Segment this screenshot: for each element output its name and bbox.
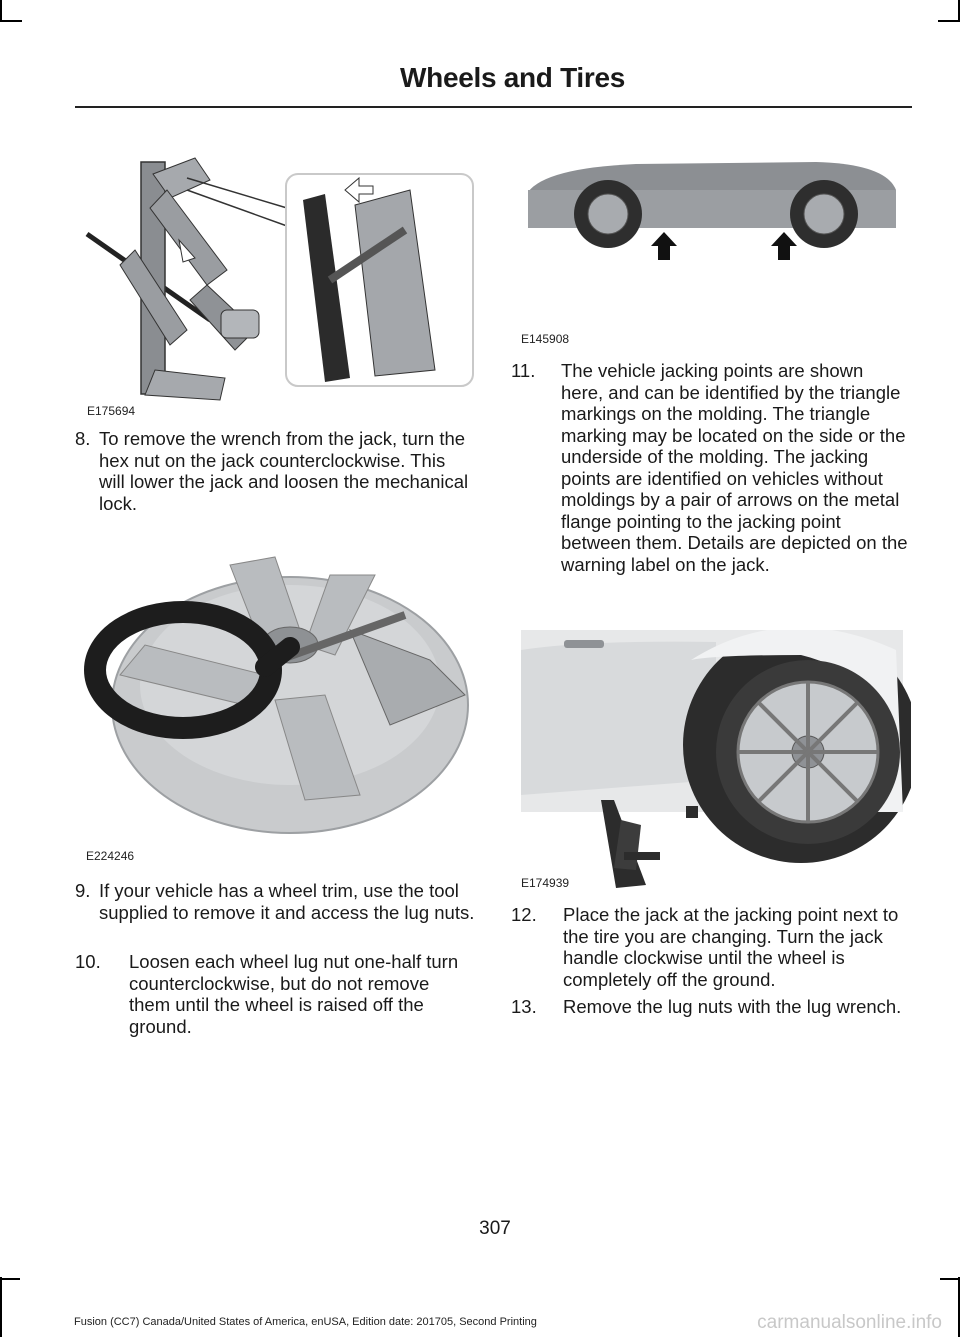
jack-placement-illustration — [516, 630, 911, 892]
footer-text: Fusion (CC7) Canada/United States of America, enUSA, Edition date: 201705, Second Printing — [74, 1316, 537, 1328]
jack-lock-illustration — [75, 150, 480, 420]
step-number: 9. — [75, 880, 91, 901]
list-item — [75, 880, 475, 923]
vehicle-side-illustration — [516, 150, 911, 350]
page-title: Wheels and Tires — [400, 62, 625, 93]
page-number: 307 — [479, 1218, 511, 1239]
list-item — [75, 951, 475, 1037]
step-text: Remove the lug nuts with the lug wrench. — [563, 996, 902, 1017]
step-text: Place the jack at the jacking point next to the tire you are changing. Turn the jack handle clockwise until the wheel is completely off the ground. — [563, 904, 899, 990]
figure-vehicle-side — [516, 150, 911, 350]
crop-mark-top-left — [0, 20, 22, 22]
figure-id: E175694 — [87, 404, 136, 418]
figure-id: E145908 — [521, 332, 570, 346]
figure-id: E174939 — [521, 876, 570, 890]
crop-mark-bottom-right — [940, 1278, 960, 1280]
step-number: 8. — [75, 428, 91, 449]
watermark: carmanualsonline.info — [757, 1312, 942, 1333]
figure-jack-placement — [516, 630, 911, 892]
step-number: 12. — [511, 904, 537, 925]
list-item — [511, 904, 909, 990]
step-text: The vehicle jacking points are shown here, and can be identified by the triangle markings on the molding. The triangle marking may be located on the side or the underside of the molding. The jacking points are identified on vehicles without moldings by a pair of arrows on the metal flange pointing to the jacking point between them. Details are depicted on the warning label on the jack. — [561, 360, 908, 575]
step-text: If your vehicle has a wheel trim, use the tool supplied to remove it and access the lug nuts. — [99, 880, 475, 923]
crop-mark-bottom-left — [0, 1278, 20, 1280]
step-number: 13. — [511, 996, 537, 1017]
step-text: To remove the wrench from the jack, turn the hex nut on the jack counterclockwise. This will lower the jack and loosen the mechanical lock. — [99, 428, 469, 514]
step-text: Loosen each wheel lug nut one-half turn counterclockwise, but do not remove them until the wheel is raised off the ground. — [129, 951, 459, 1037]
figure-jack-lock — [75, 150, 480, 420]
list-item — [511, 360, 909, 575]
list-item — [75, 428, 475, 514]
spare-tool-illustration — [75, 535, 480, 835]
step-number: 10. — [75, 951, 101, 972]
header-rule — [75, 106, 912, 108]
figure-id: E224246 — [86, 849, 135, 863]
step-number: 11. — [511, 360, 536, 381]
crop-mark-top-right — [938, 20, 960, 22]
figure-spare-tool — [75, 535, 480, 870]
crop-mark-top-left — [0, 0, 2, 22]
crop-mark-bottom-left — [0, 1277, 2, 1337]
list-item — [511, 996, 909, 1018]
